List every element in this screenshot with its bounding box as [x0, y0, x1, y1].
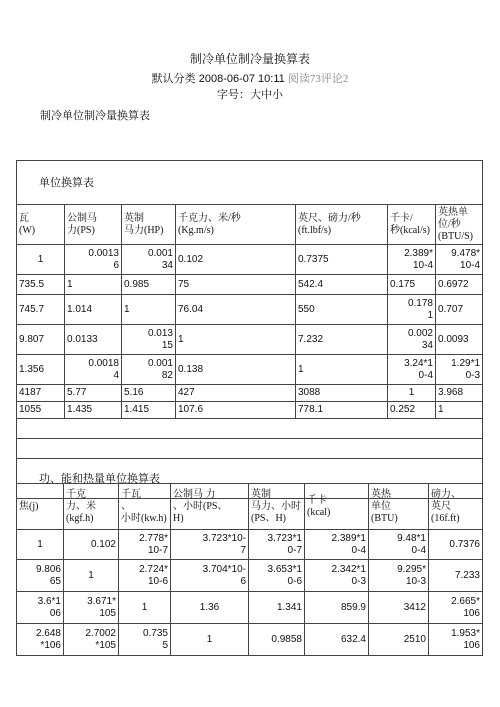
cell: 3.671* 105 — [64, 592, 119, 624]
cell: 7.232 — [296, 325, 388, 355]
cell: 0.985 — [122, 275, 176, 295]
post-stats[interactable]: 阅读73评论2 — [287, 73, 349, 85]
cell: 1 — [17, 530, 64, 560]
cell: 3.24*1 0-4 — [388, 355, 436, 385]
cell: 5.16 — [122, 385, 176, 402]
cell: 1.36 — [171, 592, 249, 624]
cell: 542.4 — [296, 275, 388, 295]
cell: 1.356 — [17, 355, 65, 385]
col-header: 千卡 (kcal) — [305, 484, 369, 530]
cell: 107.6 — [176, 402, 296, 419]
cell: 2.389*1 0-4 — [305, 530, 369, 560]
cell: 3088 — [296, 385, 388, 402]
cell: 9.478* 10-4 — [436, 245, 483, 275]
cell: 0.002 34 — [388, 325, 436, 355]
col-header: 英制 马力、小时 (PS、H) — [249, 484, 305, 530]
cell: 3.723*10- 7 — [171, 530, 249, 560]
cell: 3.653*1 0-6 — [249, 560, 305, 592]
cell: 9.807 — [17, 325, 65, 355]
page-title: 制冷单位制冷量换算表 — [189, 52, 310, 66]
energy-conversion-table — [16, 483, 483, 656]
cell: 1055 — [17, 402, 65, 419]
cell: 3.6*1 06 — [17, 592, 64, 624]
cell: 3412 — [369, 592, 429, 624]
cell: 0.707 — [436, 295, 483, 325]
cell: 2.648 *106 — [17, 624, 64, 656]
cell: 0.102 — [176, 245, 296, 275]
cell: 0.252 — [388, 402, 436, 419]
cell: 1.29*1 0-3 — [436, 355, 483, 385]
table-row — [17, 530, 483, 560]
cell: 2510 — [369, 624, 429, 656]
col-header: 千瓦 、 小时(kw.h) — [119, 484, 171, 530]
cell: 4187 — [17, 385, 65, 402]
post-datetime: 2008-06-07 10:11 — [198, 73, 285, 85]
cell: 0.001 34 — [122, 245, 176, 275]
cell: 2.7002 *105 — [64, 624, 119, 656]
cell: 75 — [176, 275, 296, 295]
col-header: 英热 单位 (BTU) — [369, 484, 429, 530]
cell: 0.0013 6 — [65, 245, 122, 275]
table-row — [17, 295, 483, 325]
col-header: 公制马 力(PS) — [65, 205, 122, 245]
cell: 1 — [119, 592, 171, 624]
cell: 1 — [64, 560, 119, 592]
col-header: 磅力、 英尺 (16f.ft) — [429, 484, 483, 530]
cell: 3.704*10- 6 — [171, 560, 249, 592]
cell: 1.435 — [65, 402, 122, 419]
cell: 76.04 — [176, 295, 296, 325]
cell: 7.233 — [429, 560, 483, 592]
table-row — [17, 402, 483, 419]
cell: 0.0133 — [65, 325, 122, 355]
post-subtitle: 制冷单位制冷量换算表 — [40, 110, 150, 122]
cell: 2.389* 10-4 — [388, 245, 436, 275]
cell: 2.342*1 0-3 — [305, 560, 369, 592]
cell: 0.6972 — [436, 275, 483, 295]
cell: 0.7376 — [429, 530, 483, 560]
col-header: 英制 马力(HP) — [122, 205, 176, 245]
cell: 1.014 — [65, 295, 122, 325]
cell: 1.953* 106 — [429, 624, 483, 656]
cell: 427 — [176, 385, 296, 402]
header-row — [17, 205, 483, 245]
table-row — [17, 355, 483, 385]
cell: 0.7375 — [296, 245, 388, 275]
cell: 9.806 65 — [17, 560, 64, 592]
table-row — [17, 624, 483, 656]
table-row — [17, 560, 483, 592]
col-header: 千卡/ 秒(kcal/s) — [388, 205, 436, 245]
cell: 550 — [296, 295, 388, 325]
col-header: 千克 力、米 (kgf.h) — [64, 484, 119, 530]
col-header: 千克力、米/秒 (Kg.m/s) — [176, 205, 296, 245]
cell: 1 — [65, 275, 122, 295]
cell: 0.138 — [176, 355, 296, 385]
cell: 0.0093 — [436, 325, 483, 355]
cell: 632.4 — [305, 624, 369, 656]
cell: 1 — [388, 385, 436, 402]
cell: 1 — [296, 355, 388, 385]
cell: 3.968 — [436, 385, 483, 402]
section-title: 功、能和热量单位换算表 — [17, 459, 483, 499]
category-link[interactable]: 默认分类 — [151, 73, 196, 85]
cell: 0.013 15 — [122, 325, 176, 355]
spacer-row — [17, 439, 483, 459]
font-size-selector[interactable]: 字号：大中小 — [217, 89, 283, 101]
table-row — [17, 275, 483, 295]
col-header: 英尺、磅力/秒 (ft.lbf/s) — [296, 205, 388, 245]
col-header: 英热单 位/秒 (BTU/S) — [436, 205, 483, 245]
col-header: 公制马 力 、小时(PS、 H) — [171, 484, 249, 530]
table-row — [17, 245, 483, 275]
cell: 2.778* 10-7 — [119, 530, 171, 560]
cell: 9.295* 10-3 — [369, 560, 429, 592]
cell: 0.178 1 — [388, 295, 436, 325]
cell: 735.5 — [17, 275, 65, 295]
table-row — [17, 592, 483, 624]
cell: 1 — [436, 402, 483, 419]
spacer-row — [17, 419, 483, 439]
cell: 0.735 5 — [119, 624, 171, 656]
cell: 1 — [17, 245, 65, 275]
cell: 0.175 — [388, 275, 436, 295]
cell: 0.0018 4 — [65, 355, 122, 385]
cell: 0.9858 — [249, 624, 305, 656]
cell: 745.7 — [17, 295, 65, 325]
header-row — [17, 484, 483, 530]
cell: 778.1 — [296, 402, 388, 419]
cell: 1.341 — [249, 592, 305, 624]
cell: 0.102 — [64, 530, 119, 560]
cell: 1 — [122, 295, 176, 325]
col-header: 瓦 (W) — [17, 205, 65, 245]
cell: 859.9 — [305, 592, 369, 624]
table-row — [17, 325, 483, 355]
cell: 3.723*1 0-7 — [249, 530, 305, 560]
cell: 2.724* 10-6 — [119, 560, 171, 592]
post-meta — [0, 70, 500, 86]
cell: 0.001 82 — [122, 355, 176, 385]
cell: 9.48*1 0-4 — [369, 530, 429, 560]
col-header: 焦(j) — [17, 484, 64, 530]
table-row — [17, 385, 483, 402]
cell: 1 — [176, 325, 296, 355]
section-title: 单位换算表 — [17, 161, 483, 205]
cell: 5.77 — [65, 385, 122, 402]
cell: 2.665* 106 — [429, 592, 483, 624]
power-conversion-table — [16, 160, 483, 499]
cell: 1.415 — [122, 402, 176, 419]
cell: 1 — [171, 624, 249, 656]
